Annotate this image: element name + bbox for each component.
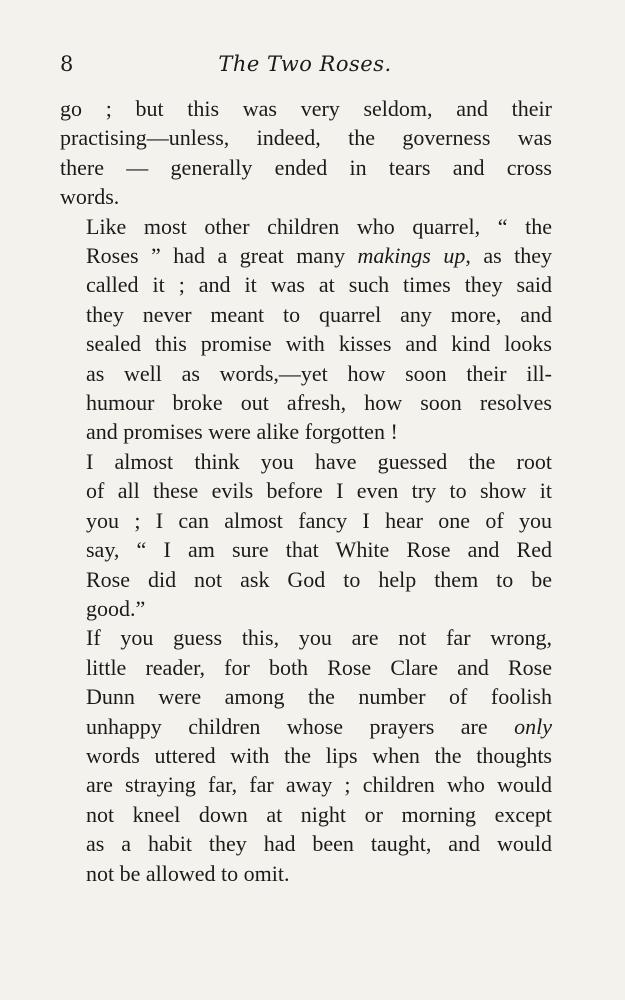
text-line: are straying far, far away ; children who would — [86, 772, 552, 798]
text-line: you ; I can almost fancy I hear one of you — [86, 507, 552, 533]
text-line: Dunn were among the number of foolish — [86, 684, 552, 710]
text-line: If you guess this, you are not far wrong, — [86, 625, 552, 651]
text-line: practising—unless, indeed, the governess was — [60, 125, 552, 151]
text-line: not be allowed to omit. — [86, 860, 290, 886]
text-line: they never meant to quarrel any more, and — [86, 301, 552, 327]
text-line: Roses ” had a great many makings up, as they — [86, 243, 553, 269]
text-line: go ; but this was very seldom, and their — [60, 96, 552, 121]
text-line: little reader, for both Rose Clare and Rose — [86, 654, 552, 680]
text-line: humour broke out afresh, how soon resolves — [86, 390, 552, 416]
text-line: sealed this promise with kisses and kind looks — [86, 331, 552, 357]
text-line: say, “ I am sure that White Rose and Red — [86, 537, 552, 563]
text-line: not kneel down at night or morning except — [86, 801, 552, 827]
page-number: 8 — [60, 52, 74, 76]
paragraph — [60, 623, 552, 888]
text-line: Rose did not ask God to help them to be — [86, 566, 552, 592]
body-text — [60, 94, 552, 888]
paragraph — [60, 447, 552, 623]
text-line: words. — [60, 184, 120, 210]
text-line: called it ; and it was at such times they said — [86, 272, 552, 298]
text-line: there — generally ended in tears and cross — [60, 154, 552, 180]
text-line: and promises were alike forgotten ! — [86, 419, 398, 445]
text-line: Like most other children who quarrel, “ the — [86, 213, 552, 239]
text-line: as well as words,—yet how soon their ill- — [86, 360, 552, 386]
paragraph — [60, 212, 552, 447]
running-title: The Two Roses. — [218, 52, 392, 76]
text-line: of all these evils before I even try to show it — [86, 478, 552, 504]
paragraph — [60, 94, 552, 212]
text-line: I almost think you have guessed the root — [86, 448, 552, 474]
page-header — [60, 52, 550, 82]
text-line: as a habit they had been taught, and would — [86, 831, 552, 857]
text-line: words uttered with the lips when the thoughts — [86, 742, 552, 768]
text-line: unhappy children whose prayers are only — [86, 713, 552, 739]
text-line: good.” — [86, 595, 146, 621]
